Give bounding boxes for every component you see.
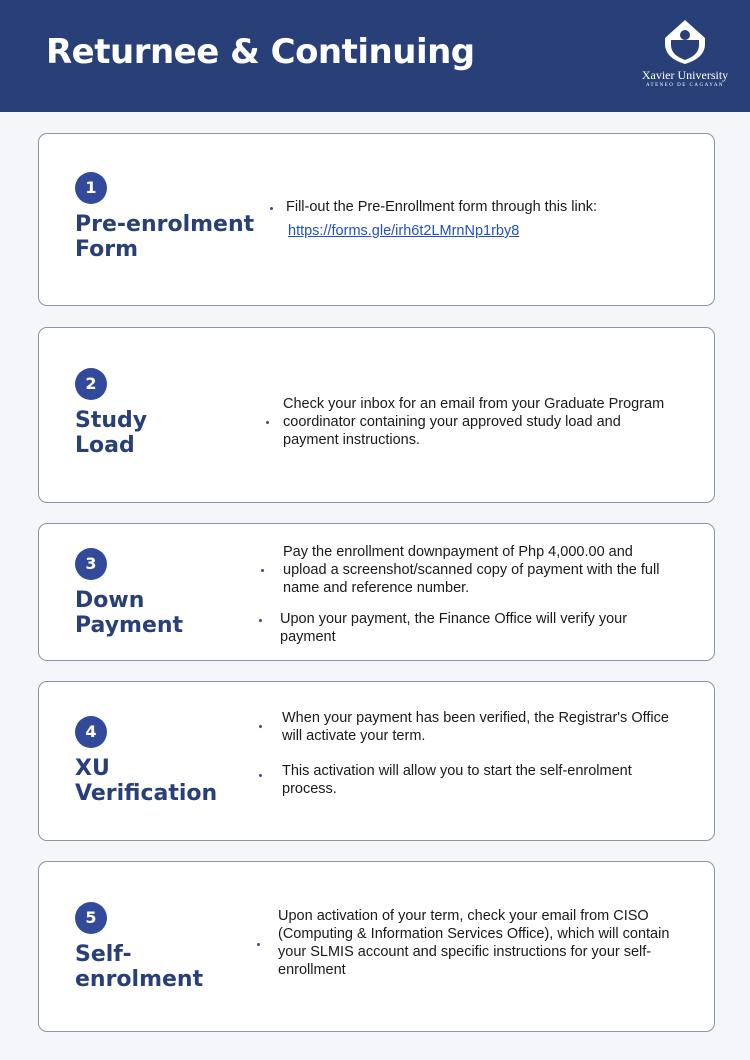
step-number-badge: 5 [75,902,107,934]
university-logo [640,18,730,98]
step-number-badge: 3 [75,548,107,580]
step-bullet-text: Fill-out the Pre-Enrollment form through this link: [286,199,598,215]
step-number-badge: 2 [75,368,107,400]
page-header [0,0,750,112]
step-title: Self-enrolment [75,942,204,992]
step-number-badge: 4 [75,716,107,748]
bullet-icon [259,619,262,622]
step-card-2 [38,327,715,503]
step-card-3 [38,523,715,661]
step-bullet-text: Upon your payment, the Finance Office will verify your payment [280,611,628,645]
step-number-badge: 1 [75,172,107,204]
pre-enrollment-form-link[interactable]: https://forms.gle/irh6t2LMrnNp1rby8 [288,223,520,239]
step-bullet-text: Check your inbox for an email from your Graduate Program coordinator containing your approved study load and payment instructions. [283,396,665,448]
logo-university-name: Xavier University [641,68,729,82]
bullet-icon [270,207,273,210]
step-bullet-text: This activation will allow you to start the self-enrolment process. [282,763,632,797]
step-bullet-text: Pay the enrollment downpayment of Php 4,000.00 and upload a screenshot/scanned copy of payment with the full name and reference number. [283,544,660,596]
bullet-icon [261,569,264,572]
bullet-icon [266,421,269,424]
step-card-5 [38,861,715,1032]
step-bullet-text: When your payment has been verified, the Registrar's Office will activate your term. [282,710,669,744]
step-bullet-text: Upon activation of your term, check your email from CISO (Computing & Information Services Office), which will contain your SLMIS account and specific instructions for your self-enrollment [278,908,670,978]
bullet-icon [259,725,262,728]
bullet-icon [257,943,260,946]
logo-subtitle: ATENEO DE CAGAYAN [645,83,725,88]
shield-crest-icon [663,18,707,66]
step-title: Pre-enrolment Form [75,212,255,262]
step-title: Down Payment [75,588,184,638]
step-card-1 [38,133,715,306]
step-title: Study Load [75,408,148,458]
step-title: XU Verification [75,756,218,806]
page-title: Returnee & Continuing [46,32,475,72]
step-card-4 [38,681,715,841]
bullet-icon [259,774,262,777]
